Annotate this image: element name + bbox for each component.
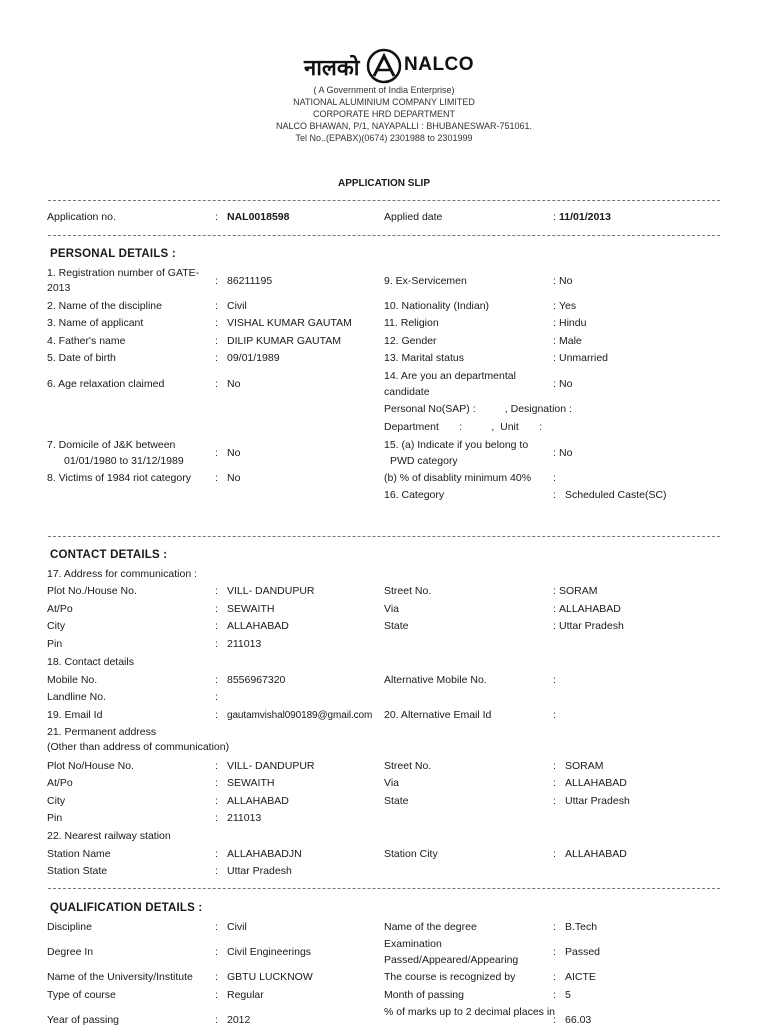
perm-plot-value: VILL- DANDUPUR	[227, 760, 315, 772]
disability-label: (b) % of disablity minimum 40%	[384, 472, 532, 484]
perm-atpo-value: SEWAITH	[227, 777, 275, 789]
app-no-value: NAL0018598	[227, 211, 290, 223]
father-label: 4. Father's name	[47, 335, 126, 347]
colon: :	[553, 447, 556, 459]
state-label: State	[384, 620, 409, 632]
colon: :	[215, 691, 218, 703]
gender-value: Male	[559, 335, 582, 347]
email-label: 19. Email Id	[47, 709, 103, 721]
colon: :	[215, 317, 218, 329]
colon: :	[215, 760, 218, 772]
colon: :	[215, 709, 218, 721]
applied-date-label: Applied date	[384, 211, 443, 223]
domicile-value: No	[227, 447, 241, 459]
perm-state-label: State	[384, 795, 409, 807]
colon: :	[215, 989, 218, 1001]
colon: :	[215, 812, 218, 824]
reg-label: 1. Registration number of GATE-	[47, 267, 200, 279]
colon: :	[553, 472, 556, 484]
atpo-value: SEWAITH	[227, 603, 275, 615]
month-label: Month of passing	[384, 989, 464, 1001]
colon: :	[215, 352, 218, 364]
reg-label-cont: 2013	[47, 282, 71, 294]
colon: :	[215, 472, 218, 484]
colon: :	[215, 1014, 218, 1026]
perm-state-value: Uttar Pradesh	[565, 795, 630, 807]
via-value: ALLAHABAD	[559, 603, 621, 615]
dob-label: 5. Date of birth	[47, 352, 116, 364]
qualification-section-heading: QUALIFICATION DETAILS :	[50, 902, 203, 914]
dept-cand-label-cont: candidate	[384, 386, 430, 398]
station-name-value: ALLAHABADJN	[227, 848, 302, 860]
father-value: DILIP KUMAR GAUTAM	[227, 335, 341, 347]
colon: :	[215, 946, 218, 958]
logo-hindi-text: नालको	[304, 56, 360, 81]
pin-value: 211013	[227, 638, 262, 650]
perm-street-label: Street No.	[384, 760, 432, 772]
marital-value: Unmarried	[559, 352, 609, 364]
degree-name-label: Name of the degree	[384, 921, 477, 933]
perm-street-value: SORAM	[565, 760, 604, 772]
colon: :	[553, 989, 556, 1001]
header-line-4: NALCO BHAWAN, P/1, NAYAPALLI : BHUBANESWAR-751061.	[275, 121, 533, 131]
colon: :	[553, 921, 556, 933]
year-value: 2012	[227, 1014, 251, 1026]
colon: :	[553, 378, 556, 390]
colon: :	[215, 795, 218, 807]
city-value: ALLAHABAD	[227, 620, 289, 632]
contact-heading: 18. Contact details	[47, 656, 134, 668]
street-value: SORAM	[559, 585, 598, 597]
category-value: Scheduled Caste(SC)	[565, 489, 667, 501]
colon: :	[553, 335, 556, 347]
address-heading: 17. Address for communication :	[47, 568, 197, 580]
pin-label: Pin	[47, 638, 63, 650]
dept-cand-value: No	[559, 378, 573, 390]
colon: :	[553, 211, 556, 223]
alt-mobile-label: Alternative Mobile No.	[384, 674, 487, 686]
exam-value: Passed	[565, 946, 601, 958]
contact-section-heading: CONTACT DETAILS :	[50, 549, 168, 561]
marital-label: 13. Marital status	[384, 352, 464, 364]
dept-cand-label: 14. Are you an departmental	[384, 370, 516, 382]
perm-atpo-label: At/Po	[47, 777, 73, 789]
page-title: APPLICATION SLIP	[337, 178, 431, 189]
colon: :	[553, 760, 556, 772]
colon: :	[215, 300, 218, 312]
colon: :	[215, 971, 218, 983]
riot-value: No	[227, 472, 241, 484]
perm-pin-value: 211013	[227, 812, 262, 824]
q-discipline-value: Civil	[227, 921, 247, 933]
religion-label: 11. Religion	[384, 317, 439, 329]
university-value: GBTU LUCKNOW	[227, 971, 313, 983]
course-type-label: Type of course	[47, 989, 116, 1001]
domicile-label: 7. Domicile of J&K between	[47, 439, 176, 451]
colon: :	[553, 848, 556, 860]
colon: :	[215, 447, 218, 459]
header-line-5: Tel No..(EPABX)(0674) 2301988 to 2301999	[295, 133, 473, 143]
university-label: Name of the University/Institute	[47, 971, 193, 983]
colon: :	[215, 674, 218, 686]
perm-city-label: City	[47, 795, 66, 807]
exserv-value: No	[559, 275, 573, 287]
city-label: City	[47, 620, 66, 632]
pwd-label: 15. (a) Indicate if you belong to	[384, 439, 529, 451]
degree-in-value: Civil Engineerings	[227, 946, 312, 958]
colon: :	[553, 971, 556, 983]
colon: :	[553, 777, 556, 789]
perm-via-value: ALLAHABAD	[565, 777, 627, 789]
gender-label: 12. Gender	[384, 335, 437, 347]
domicile-label-cont: 01/01/1980 to 31/12/1989	[64, 455, 184, 467]
colon: :	[215, 275, 218, 287]
alt-email-label: 20. Alternative Email Id	[384, 709, 492, 721]
colon: :	[215, 848, 218, 860]
discipline-label: 2. Name of the discipline	[47, 300, 162, 312]
pwd-value: No	[559, 447, 573, 459]
colon: :	[553, 946, 556, 958]
dob-value: 09/01/1989	[227, 352, 280, 364]
perm-plot-label: Plot No/House No.	[47, 760, 134, 772]
mobile-value: 8556967320	[227, 674, 286, 686]
marks-value: 66.03	[565, 1014, 592, 1026]
month-value: 5	[565, 989, 571, 1001]
station-state-value: Uttar Pradesh	[227, 865, 292, 877]
perm-via-label: Via	[384, 777, 399, 789]
degree-name-value: B.Tech	[565, 921, 598, 933]
applied-date-value: 11/01/2013	[559, 211, 611, 223]
discipline-value: Civil	[227, 300, 247, 312]
exam-label: Examination	[384, 938, 442, 950]
perm-heading-cont: (Other than address of communication)	[47, 741, 230, 753]
age-relax-label: 6. Age relaxation claimed	[47, 378, 165, 390]
recognized-value: AICTE	[565, 971, 596, 983]
divider	[48, 536, 720, 537]
colon: :	[553, 674, 556, 686]
station-state-label: Station State	[47, 865, 108, 877]
email-value: gautamvishal090189@gmail.com	[227, 710, 373, 721]
colon: :	[215, 603, 218, 615]
exam-label-cont: Passed/Appeared/Appearing	[384, 954, 519, 966]
course-type-value: Regular	[227, 989, 264, 1001]
colon: :	[553, 795, 556, 807]
personal-section-heading: PERSONAL DETAILS :	[50, 248, 176, 260]
religion-value: Hindu	[559, 317, 587, 329]
colon: :	[553, 489, 556, 501]
perm-city-value: ALLAHABAD	[227, 795, 289, 807]
applicant-value: VISHAL KUMAR GAUTAM	[227, 317, 352, 329]
degree-in-label: Degree In	[47, 946, 94, 958]
colon: :	[215, 378, 218, 390]
divider	[48, 200, 720, 201]
header-line-2: NATIONAL ALUMINIUM COMPANY LIMITED	[293, 97, 475, 107]
exserv-label: 9. Ex-Servicemen	[384, 275, 467, 287]
personal-no-line: Personal No(SAP) : , Designation :	[384, 403, 572, 415]
colon: :	[215, 777, 218, 789]
pwd-label-cont: PWD category	[390, 455, 458, 467]
nalco-emblem-icon	[366, 48, 402, 84]
plot-label: Plot No./House No.	[47, 585, 137, 597]
colon: :	[553, 300, 556, 312]
app-no-label: Application no.	[47, 211, 116, 223]
divider	[48, 235, 720, 236]
header-line-3: CORPORATE HRD DEPARTMENT	[312, 109, 455, 119]
colon: :	[553, 1014, 556, 1026]
colon: :	[215, 585, 218, 597]
rail-heading: 22. Nearest railway station	[47, 830, 171, 842]
colon: :	[553, 352, 556, 364]
applicant-label: 3. Name of applicant	[47, 317, 144, 329]
colon: :	[553, 620, 556, 632]
perm-heading: 21. Permanent address	[47, 726, 157, 738]
colon: :	[215, 620, 218, 632]
landline-label: Landline No.	[47, 691, 106, 703]
perm-pin-label: Pin	[47, 812, 63, 824]
colon: :	[215, 921, 218, 933]
atpo-label: At/Po	[47, 603, 73, 615]
colon: :	[553, 317, 556, 329]
logo-english-text: NALCO	[404, 54, 475, 75]
colon: :	[215, 638, 218, 650]
station-name-label: Station Name	[47, 848, 111, 860]
state-value: Uttar Pradesh	[559, 620, 624, 632]
recognized-label: The course is recognized by	[384, 971, 516, 983]
station-city-label: Station City	[384, 848, 438, 860]
reg-value: 86211195	[227, 275, 273, 287]
q-discipline-label: Discipline	[47, 921, 92, 933]
category-label: 16. Category	[384, 489, 445, 501]
header-line-1: ( A Government of India Enterprise)	[313, 85, 455, 95]
colon: :	[215, 865, 218, 877]
colon: :	[215, 211, 218, 223]
colon: :	[553, 709, 556, 721]
street-label: Street No.	[384, 585, 432, 597]
marks-label: % of marks up to 2 decimal places in	[384, 1006, 555, 1018]
colon: :	[553, 603, 556, 615]
mobile-label: Mobile No.	[47, 674, 98, 686]
age-relax-value: No	[227, 378, 241, 390]
nationality-value: Yes	[559, 300, 577, 312]
divider	[48, 888, 720, 889]
station-city-value: ALLAHABAD	[565, 848, 627, 860]
department-line: Department : , Unit :	[384, 421, 543, 433]
via-label: Via	[384, 603, 399, 615]
colon: :	[553, 585, 556, 597]
nationality-label: 10. Nationality (Indian)	[384, 300, 490, 312]
year-label: Year of passing	[47, 1014, 119, 1026]
riot-label: 8. Victims of 1984 riot category	[47, 472, 191, 484]
colon: :	[215, 335, 218, 347]
colon: :	[553, 275, 556, 287]
plot-value: VILL- DANDUPUR	[227, 585, 315, 597]
